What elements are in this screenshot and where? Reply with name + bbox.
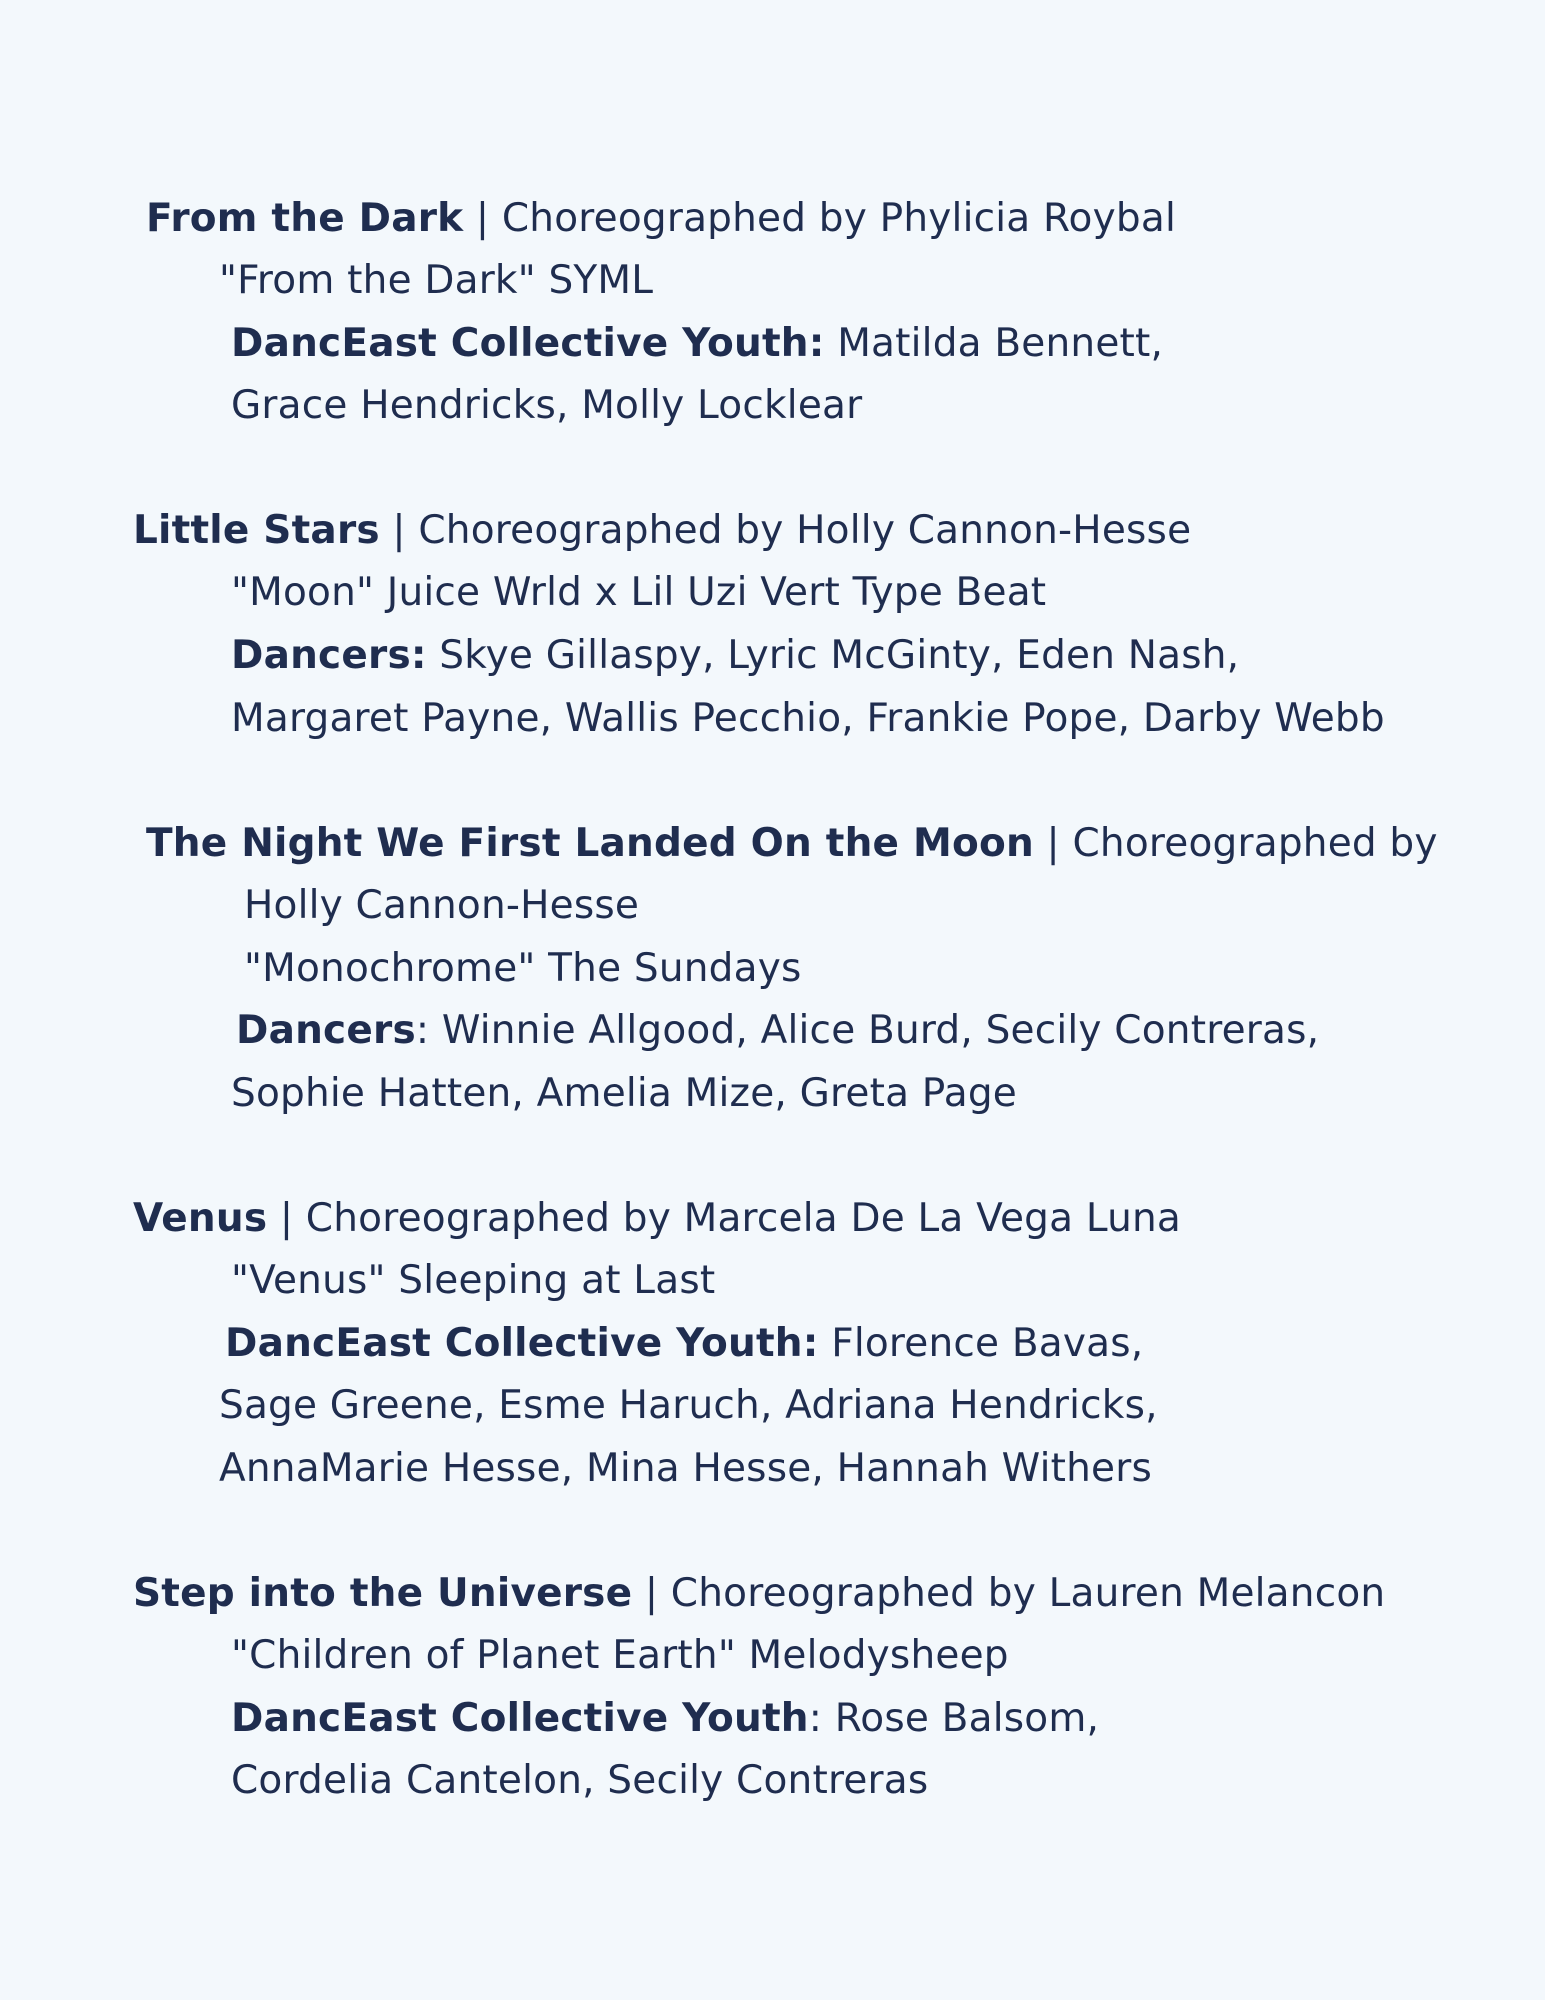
separator: | [632, 1571, 671, 1616]
choreographer-name: Holly Cannon-Hesse [244, 883, 640, 928]
cast-names: Florence Bavas, [831, 1321, 1144, 1366]
choreographer-name: Holly Cannon-Hesse [796, 508, 1192, 553]
piece-heading [146, 819, 1438, 869]
piece-title: From the Dark [146, 196, 464, 241]
cast-line [231, 1694, 1099, 1744]
choreographed-by-label: Choreographed by [670, 1571, 1049, 1616]
cast-label: DancEast Collective Youth: [231, 321, 825, 366]
cast-colon: : [808, 1696, 823, 1741]
cast-names: AnnaMarie Hesse, Mina Hesse, Hannah Withers [219, 1446, 1152, 1491]
cast-line [231, 319, 1163, 369]
cast-names: Winnie Allgood, Alice Burd, Secily Contreras, [441, 1008, 1320, 1053]
separator: | [379, 508, 419, 553]
choreographed-by-label: Choreographed by [1072, 821, 1438, 866]
cast-colon: : [415, 1008, 430, 1053]
cast-label: Dancers: [231, 633, 427, 678]
cast-names: Cordelia Cantelon, Secily Contreras [231, 1758, 929, 1803]
choreographed-by-label: Choreographed by [418, 508, 797, 553]
music-credit: "Venus" Sleeping at Last [231, 1258, 716, 1303]
music-credit: "Monochrome" The Sundays [244, 946, 802, 991]
separator: | [267, 1196, 306, 1241]
piece-title: Venus [133, 1196, 268, 1241]
cast-names: Sage Greene, Esme Haruch, Adriana Hendricks, [219, 1383, 1158, 1428]
cast-names: Margaret Payne, Wallis Pecchio, Frankie Pope, Darby Webb [231, 696, 1385, 741]
cast-line [225, 1319, 1143, 1369]
cast-names: Skye Gillaspy, Lyric McGinty, Eden Nash, [439, 633, 1240, 678]
choreographer-name: Marcela De La Vega Luna [683, 1196, 1182, 1241]
piece-heading [146, 194, 1176, 244]
cast-line [231, 631, 1239, 681]
separator: | [463, 196, 502, 241]
cast-label: Dancers [236, 1008, 416, 1053]
choreographed-by-label: Choreographed by [305, 1196, 684, 1241]
cast-names: Grace Hendricks, Molly Locklear [231, 383, 863, 428]
piece-heading [133, 1194, 1181, 1244]
cast-label: DancEast Collective Youth [231, 1696, 809, 1741]
piece-title: Step into the Universe [133, 1571, 633, 1616]
choreographer-name: Lauren Melancon [1048, 1571, 1386, 1616]
cast-names: Matilda Bennett, [837, 321, 1164, 366]
piece-heading [133, 1569, 1385, 1619]
piece-title: Little Stars [133, 508, 380, 553]
separator: | [1033, 821, 1073, 866]
piece-heading [133, 506, 1191, 556]
music-credit: "From the Dark" SYML [219, 258, 654, 303]
choreographed-by-label: Choreographed by [501, 196, 880, 241]
piece-title: The Night We First Landed On the Moon [146, 821, 1034, 866]
music-credit: "Moon" Juice Wrld x Lil Uzi Vert Type Beat [231, 570, 1047, 615]
cast-label: DancEast Collective Youth: [225, 1321, 819, 1366]
cast-line [236, 1006, 1319, 1056]
choreographer-name: Phylicia Roybal [879, 196, 1176, 241]
music-credit: "Children of Planet Earth" Melodysheep [231, 1633, 1009, 1678]
cast-names: Sophie Hatten, Amelia Mize, Greta Page [231, 1071, 1018, 1116]
cast-names: Rose Balsom, [834, 1696, 1100, 1741]
